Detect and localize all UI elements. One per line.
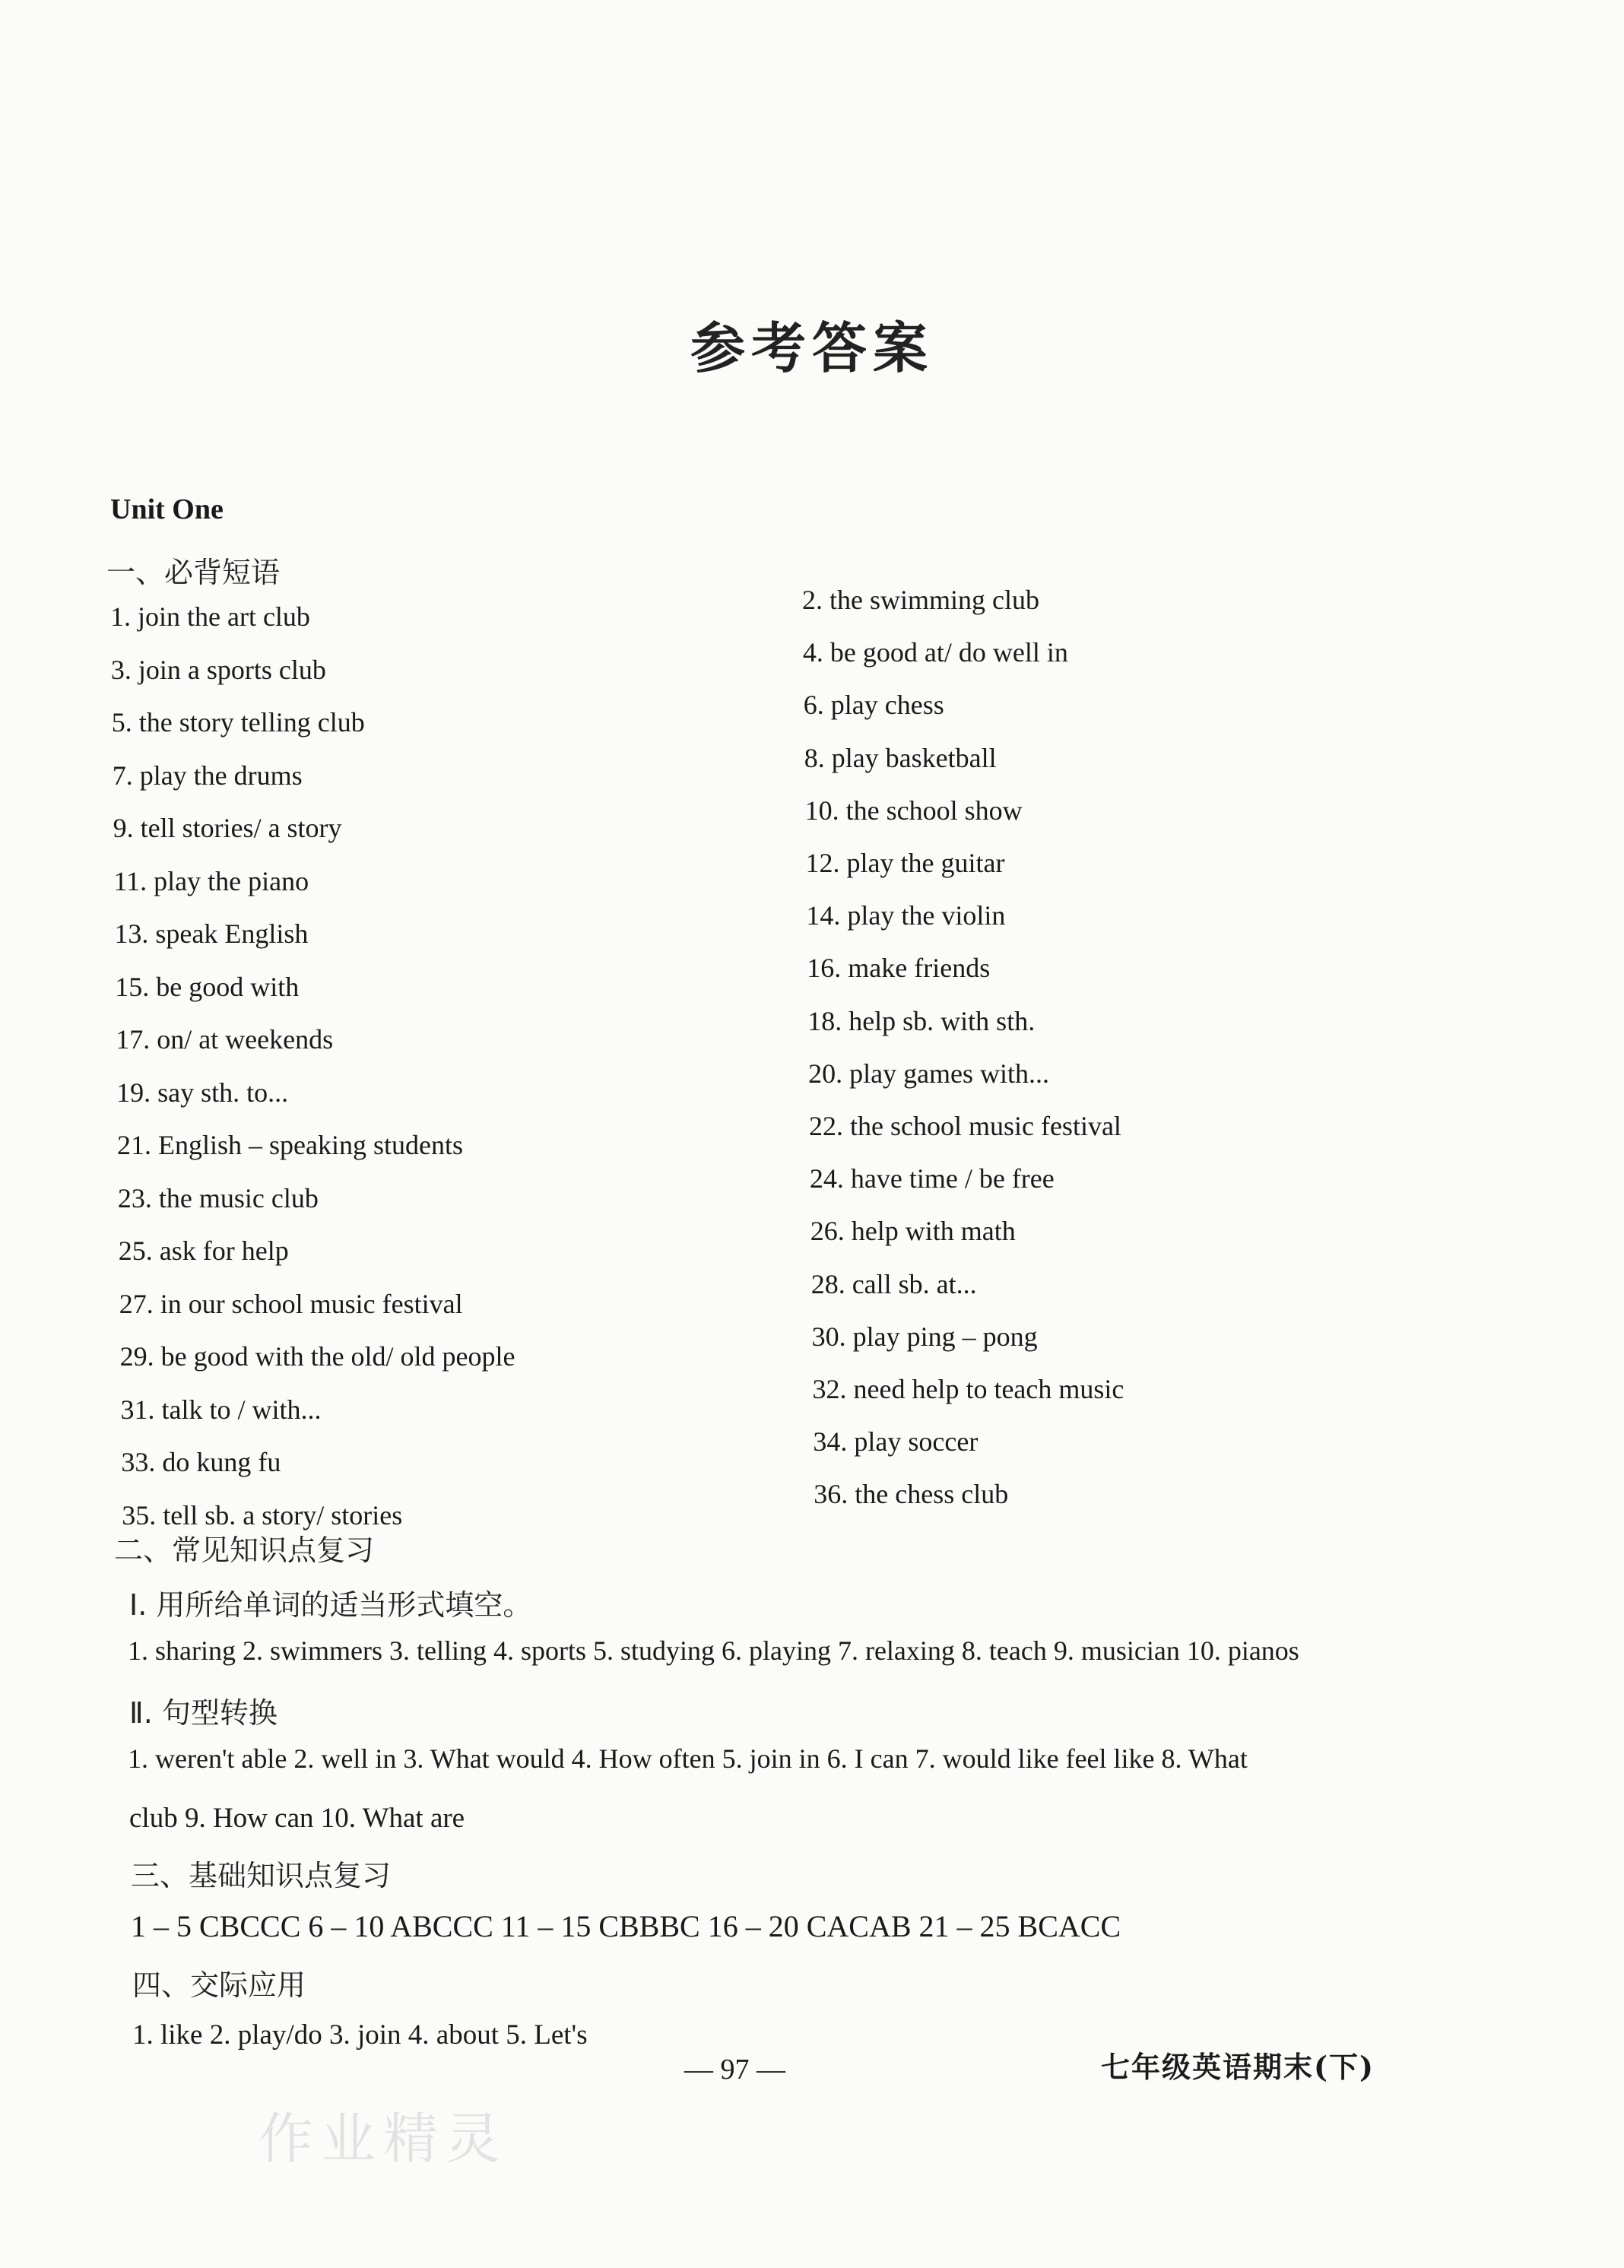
phrase-item: 16. make friends [807, 953, 991, 984]
phrase-item: 6. play chess [803, 690, 944, 721]
phrase-item: 30. play ping – pong [811, 1321, 1038, 1352]
page-number: — 97 — [684, 2054, 785, 2086]
phrase-item: 26. help with math [810, 1216, 1016, 1247]
page-title: 参考答案 [690, 316, 934, 380]
phrase-item: 36. the chess club [814, 1479, 1009, 1510]
phrase-item: 22. the school music festival [809, 1111, 1121, 1141]
phrase-item: 1. join the art club [110, 601, 310, 632]
communication-answers: 1. like 2. play/do 3. join 4. about 5. Let's [132, 2019, 588, 2051]
watermark: 作业精灵 [259, 2107, 509, 2171]
phrase-item: 27. in our school music festival [119, 1288, 463, 1319]
phrase-item: 23. the music club [117, 1182, 319, 1213]
sentence-transform-answers-line2: club 9. How can 10. What are [129, 1803, 465, 1834]
phrase-item: 14. play the violin [806, 900, 1006, 931]
fill-blanks-answers: 1. sharing 2. swimmers 3. telling 4. sports 5. studying 6. playing 7. relaxing 8. teach 9. musician 10. pianos [128, 1635, 1299, 1666]
unit-heading: Unit One [110, 493, 224, 525]
phrase-item: 12. play the guitar [805, 848, 1005, 878]
subsection-sentence-transform: Ⅱ. 句型转换 [129, 1696, 278, 1730]
phrase-item: 13. speak English [114, 918, 309, 949]
section-heading-phrases: 一、必背短语 [106, 556, 281, 589]
phrase-item: 20. play games with... [808, 1058, 1050, 1089]
phrase-item: 18. help sb. with sth. [807, 1005, 1036, 1036]
phrase-item: 28. call sb. at... [810, 1268, 977, 1299]
book-title: 七年级英语期末(下) [1101, 2050, 1375, 2084]
phrase-item: 17. on/ at weekends [116, 1024, 334, 1055]
subsection-fill-blanks: Ⅰ. 用所给单词的适当形式填空。 [129, 1588, 532, 1622]
phrase-item: 25. ask for help [118, 1236, 289, 1266]
phrase-item: 29. be good with the old/ old people [119, 1341, 515, 1372]
phrase-item: 15. be good with [115, 971, 300, 1002]
phrase-item: 3. join a sports club [110, 654, 326, 685]
phrase-item: 32. need help to teach music [812, 1374, 1124, 1404]
basics-answers: 1 – 5 CBCCC 6 – 10 ABCCC 11 – 15 CBBBC 16 – 20 CACAB 21 – 25 BCACC [131, 1909, 1121, 1943]
phrase-item: 24. have time / be free [809, 1163, 1055, 1194]
phrase-item: 8. play basketball [804, 742, 997, 773]
phrase-item: 31. talk to / with... [120, 1394, 322, 1425]
section-heading-knowledge: 二、常见知识点复习 [114, 1534, 375, 1567]
section-heading-basics: 三、基础知识点复习 [131, 1859, 392, 1892]
phrase-item: 9. tell stories/ a story [113, 813, 342, 843]
phrase-item: 35. tell sb. a story/ stories [122, 1499, 403, 1531]
phrase-item: 10. the school show [804, 795, 1023, 826]
phrase-item: 5. the story telling club [111, 707, 365, 737]
phrase-item: 34. play soccer [813, 1426, 979, 1458]
phrase-item: 33. do kung fu [121, 1447, 281, 1477]
phrase-item: 19. say sth. to... [116, 1077, 289, 1108]
phrase-item: 11. play the piano [113, 865, 309, 896]
sentence-transform-answers-line1: 1. weren't able 2. well in 3. What would 4. How often 5. join in 6. I can 7. would like feel like 8. What [128, 1743, 1248, 1774]
phrase-item: 21. English – speaking students [117, 1130, 463, 1160]
phrase-item: 2. the swimming club [802, 585, 1039, 615]
phrase-item: 7. play the drums [112, 760, 303, 791]
phrase-item: 4. be good at/ do well in [802, 637, 1068, 668]
section-heading-communication: 四、交际应用 [132, 1968, 306, 2002]
